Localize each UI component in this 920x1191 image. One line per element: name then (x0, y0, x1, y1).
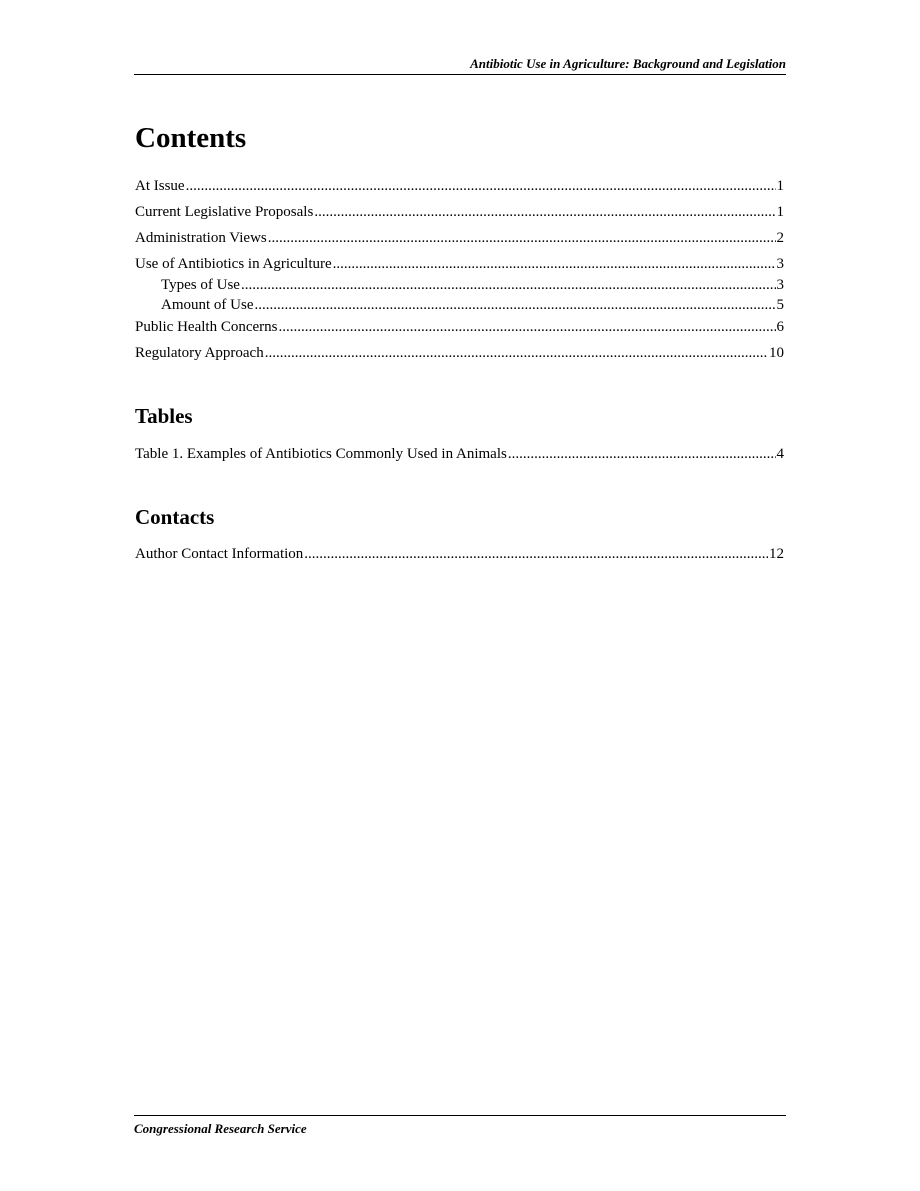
running-title: Antibiotic Use in Agriculture: Background and Legislation (470, 56, 786, 71)
toc-entry-current-legislative-proposals[interactable] (135, 202, 784, 228)
dot-leader (255, 295, 776, 315)
toc-entry-at-issue[interactable] (135, 176, 784, 202)
toc-entry-page: 3 (776, 277, 784, 293)
tables-list (135, 444, 784, 470)
footer-organization: Congressional Research Service (134, 1121, 307, 1136)
toc-entry-label: Table 1. Examples of Antibiotics Commonly Used in Animals (135, 446, 507, 462)
dot-leader (508, 444, 776, 464)
toc-entry-types-of-use[interactable] (135, 275, 784, 295)
toc-entry-table-1[interactable] (135, 444, 784, 470)
toc-entry-administration-views[interactable] (135, 228, 784, 254)
dot-leader (333, 254, 776, 274)
page-footer (134, 1115, 786, 1137)
contacts-heading: Contacts (135, 505, 215, 529)
dot-leader (314, 202, 775, 222)
toc-entry-page: 2 (776, 230, 784, 246)
dot-leader (268, 228, 776, 248)
toc-entry-public-health-concerns[interactable] (135, 317, 784, 343)
dot-leader (265, 343, 768, 363)
toc-entry-label: Regulatory Approach (135, 345, 264, 361)
contents-list (135, 176, 784, 369)
dot-leader (241, 275, 776, 295)
toc-entry-page: 4 (776, 446, 784, 462)
toc-entry-label: Current Legislative Proposals (135, 204, 314, 220)
toc-entry-page: 1 (776, 178, 784, 194)
running-header (134, 56, 786, 75)
toc-entry-page: 12 (769, 546, 784, 562)
contacts-list (135, 544, 784, 570)
toc-entry-author-contact-information[interactable] (135, 544, 784, 570)
dot-leader (278, 317, 775, 337)
toc-entry-amount-of-use[interactable] (135, 295, 784, 317)
toc-entry-page: 3 (776, 256, 784, 272)
contents-heading: Contents (135, 122, 247, 154)
toc-entry-label: Use of Antibiotics in Agriculture (135, 256, 332, 272)
toc-entry-label: Types of Use (161, 277, 240, 293)
tables-heading: Tables (135, 404, 193, 428)
toc-entry-page: 5 (776, 297, 784, 313)
toc-entry-label: Author Contact Information (135, 546, 304, 562)
toc-entry-label: Administration Views (135, 230, 267, 246)
toc-entry-use-of-antibiotics[interactable] (135, 254, 784, 275)
dot-leader (186, 176, 776, 196)
toc-entry-label: Amount of Use (161, 297, 254, 313)
toc-entry-page: 10 (769, 345, 784, 361)
toc-entry-regulatory-approach[interactable] (135, 343, 784, 369)
toc-entry-page: 6 (776, 319, 784, 335)
dot-leader (304, 544, 768, 564)
toc-entry-label: At Issue (135, 178, 185, 194)
toc-entry-page: 1 (776, 204, 784, 220)
toc-entry-label: Public Health Concerns (135, 319, 278, 335)
